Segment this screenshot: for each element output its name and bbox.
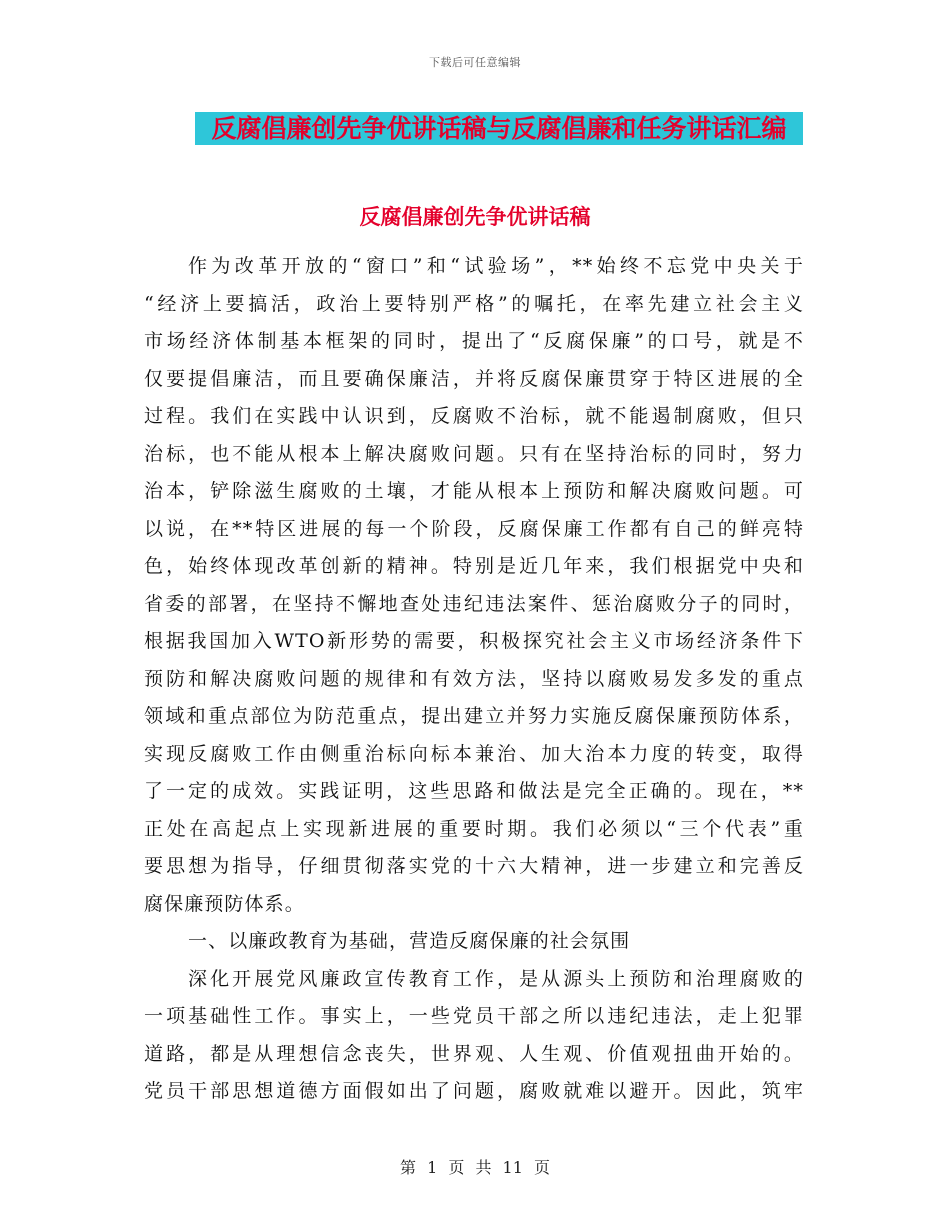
body-line: 要思想为指导，仔细贯彻落实党的十六大精神，进一步建立和完善反: [144, 855, 804, 877]
body-line: 仅要提倡廉洁，而且要确保廉洁，并将反腐保廉贯穿于特区进展的全: [144, 367, 804, 390]
body-line: 治本，铲除滋生腐败的土壤，才能从根本上预防和解决腐败问题。可: [144, 480, 804, 502]
body-line: 党员干部思想道德方面假如出了问题，腐败就难以避开。因此，筑牢: [144, 1080, 804, 1102]
body-line: 道路，都是从理想信念丧失，世界观、人生观、价值观扭曲开始的。: [144, 1042, 804, 1065]
body-line: 深化开展党风廉政宣传教育工作，是从源头上预防和治理腐败的: [188, 967, 804, 990]
body-line: 市场经济体制基本框架的同时，提出了“反腐保廉”的口号，就是不: [144, 330, 804, 352]
body-line: 根据我国加入WTO新形势的需要，积极探究社会主义市场经济条件下: [144, 630, 804, 652]
body-line: 了一定的成效。实践证明，这些思路和做法是完全正确的。现在，**: [144, 780, 804, 802]
body-line: 治标，也不能从根本上解决腐败问题。只有在坚持治标的同时，努力: [144, 442, 804, 465]
body-line: 一项基础性工作。事实上，一些党员干部之所以违纪违法，走上犯罪: [144, 1005, 804, 1027]
section-heading: 一、以廉政教育为基础，营造反腐保廉的社会氛围: [188, 930, 631, 952]
body-line: 作为改革开放的“窗口”和“试验场”，**始终不忘党中央关于: [188, 255, 804, 277]
body-line: 实现反腐败工作由侧重治标向标本兼治、加大治本力度的转变，取得: [144, 742, 804, 765]
section-title: 反腐倡廉创先争优讲话稿: [359, 205, 591, 229]
body-line: 以说，在**特区进展的每一个阶段，反腐保廉工作都有自己的鲜亮特: [144, 517, 804, 540]
body-line: 领域和重点部位为防范重点，提出建立并努力实施反腐保廉预防体系，: [144, 705, 804, 727]
document-body: [144, 248, 804, 1111]
body-line: 过程。我们在实践中认识到，反腐败不治标，就不能遏制腐败，但只: [144, 405, 804, 427]
document-title: 反腐倡廉创先争优讲话稿与反腐倡廉和任务讲话汇编: [195, 112, 803, 145]
body-line: 省委的部署，在坚持不懈地查处违纪违法案件、惩治腐败分子的同时，: [144, 592, 804, 615]
body-line: 色，始终体现改革创新的精神。特别是近几年来，我们根据党中央和: [144, 555, 804, 577]
body-line: 腐保廉预防体系。: [144, 892, 305, 915]
page-number: 第 1 页 共 11 页: [400, 1158, 550, 1177]
page-header: 下载后可任意编辑: [429, 56, 521, 69]
body-line: 预防和解决腐败问题的规律和有效方法，坚持以腐败易发多发的重点: [144, 667, 804, 690]
body-line: “经济上要搞活，政治上要特别严格”的嘱托，在率先建立社会主义: [144, 292, 804, 315]
body-line: 正处在高起点上实现新进展的重要时期。我们必须以“三个代表”重: [144, 817, 804, 840]
